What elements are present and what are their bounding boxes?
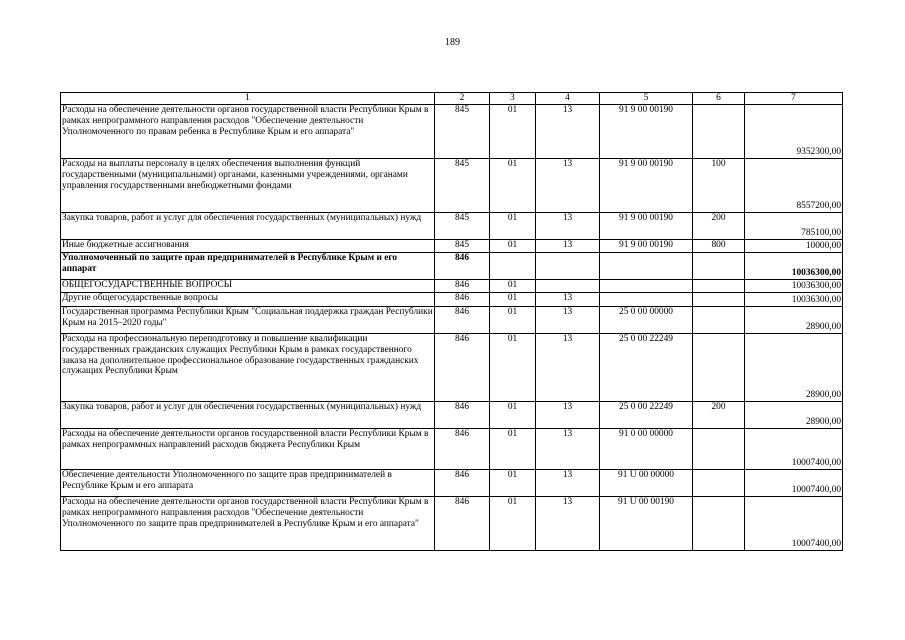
- row-amount: 10007400,00: [745, 429, 843, 470]
- row-amount: 28900,00: [745, 402, 843, 429]
- row-col-6: [693, 253, 745, 280]
- row-col-4: 13: [536, 497, 600, 551]
- row-amount: 28900,00: [745, 307, 843, 334]
- row-col-5: 91 0 00 00000: [600, 429, 693, 470]
- row-amount: 10036300,00: [745, 293, 843, 307]
- table-row: [61, 253, 843, 280]
- table-row: [61, 307, 843, 334]
- row-description: Уполномоченный по защите прав предпринимателей в Республике Крым и его аппарат: [61, 253, 435, 280]
- row-col-3: [490, 253, 536, 280]
- row-col-3: 01: [490, 497, 536, 551]
- row-col-3: 01: [490, 307, 536, 334]
- table-row: [61, 280, 843, 293]
- row-amount: 785100,00: [745, 213, 843, 240]
- row-col-2: 846: [435, 497, 490, 551]
- row-col-2: 846: [435, 293, 490, 307]
- row-col-2: 846: [435, 470, 490, 497]
- budget-table: [60, 92, 843, 551]
- row-col-6: [693, 429, 745, 470]
- table-row: [61, 470, 843, 497]
- row-amount: 8557200,00: [745, 159, 843, 213]
- row-col-4: 13: [536, 159, 600, 213]
- row-col-3: 01: [490, 105, 536, 159]
- row-col-4: 13: [536, 293, 600, 307]
- page-number: 189: [445, 37, 460, 48]
- row-col-6: 800: [693, 240, 745, 253]
- row-col-4: [536, 253, 600, 280]
- row-col-4: [536, 280, 600, 293]
- row-col-5: 91 U 00 00190: [600, 497, 693, 551]
- table-row: [61, 429, 843, 470]
- row-description: ОБЩЕГОСУДАРСТВЕННЫЕ ВОПРОСЫ: [61, 280, 435, 293]
- row-col-5: 91 9 00 00190: [600, 213, 693, 240]
- row-col-2: 845: [435, 240, 490, 253]
- row-col-6: [693, 105, 745, 159]
- row-col-6: [693, 280, 745, 293]
- row-description: Расходы на обеспечение деятельности органов государственной власти Республики Крым в рамках непрограммных направлений расходов бюджета Республики Крым: [61, 429, 435, 470]
- row-description: Закупка товаров, работ и услуг для обеспечения государственных (муниципальных) нужд: [61, 402, 435, 429]
- row-col-4: 13: [536, 105, 600, 159]
- row-description: Расходы на профессиональную переподготовку и повышение квалификации государственных гражданских служащих Республики Крым в рамках государственного заказа на дополнительное профессиональное образование государственных гражданских служащих Республики Крым: [61, 334, 435, 402]
- row-col-3: 01: [490, 293, 536, 307]
- row-col-5: 91 9 00 00190: [600, 105, 693, 159]
- row-col-5: [600, 253, 693, 280]
- header-col-3: 3: [490, 93, 536, 105]
- row-col-6: [693, 307, 745, 334]
- row-col-4: 13: [536, 402, 600, 429]
- table-header-row: [61, 93, 843, 105]
- row-col-3: 01: [490, 429, 536, 470]
- row-col-6: [693, 334, 745, 402]
- row-amount: 10007400,00: [745, 470, 843, 497]
- header-col-6: 6: [693, 93, 745, 105]
- row-description: Другие общегосударственные вопросы: [61, 293, 435, 307]
- row-col-3: 01: [490, 402, 536, 429]
- table-row: [61, 497, 843, 551]
- table-row: [61, 213, 843, 240]
- row-amount: 10000,00: [745, 240, 843, 253]
- row-amount: 10036300,00: [745, 280, 843, 293]
- row-col-2: 845: [435, 159, 490, 213]
- row-col-5: [600, 280, 693, 293]
- row-col-4: 13: [536, 307, 600, 334]
- row-amount: 10036300,00: [745, 253, 843, 280]
- header-col-5: 5: [600, 93, 693, 105]
- header-col-4: 4: [536, 93, 600, 105]
- row-col-2: 846: [435, 429, 490, 470]
- row-col-4: 13: [536, 240, 600, 253]
- row-col-3: 01: [490, 334, 536, 402]
- row-col-6: [693, 470, 745, 497]
- row-col-2: 846: [435, 253, 490, 280]
- row-col-5: 91 9 00 00190: [600, 159, 693, 213]
- row-col-3: 01: [490, 159, 536, 213]
- row-description: Обеспечение деятельности Уполномоченного по защите прав предпринимателей в Республике Крым и его аппарата: [61, 470, 435, 497]
- row-description: Закупка товаров, работ и услуг для обеспечения государственных (муниципальных) нужд: [61, 213, 435, 240]
- header-col-7: 7: [745, 93, 843, 105]
- row-col-3: 01: [490, 240, 536, 253]
- table-row: [61, 105, 843, 159]
- row-amount: 9352300,00: [745, 105, 843, 159]
- row-description: Расходы на выплаты персоналу в целях обеспечения выполнения функций государственными (муниципальными) органами, казенными учреждениями, органами управления государственными внебюджетными фондами: [61, 159, 435, 213]
- row-description: Расходы на обеспечение деятельности органов государственной власти Республики Крым в рамках непрограммного направления расходов "Обеспечение деятельности Уполномоченного по правам ребенка в Республике Крым и его аппарата": [61, 105, 435, 159]
- row-col-6: 100: [693, 159, 745, 213]
- table-row: [61, 159, 843, 213]
- row-col-3: 01: [490, 470, 536, 497]
- row-description: Расходы на обеспечение деятельности органов государственной власти Республики Крым в рамках непрограммного направления расходов "Обеспечение деятельности Уполномоченного по защите прав предпринимателей в Республике Крым и его аппарата": [61, 497, 435, 551]
- row-col-6: [693, 497, 745, 551]
- row-amount: 28900,00: [745, 334, 843, 402]
- row-col-4: 13: [536, 429, 600, 470]
- row-col-6: 200: [693, 213, 745, 240]
- table-row: [61, 402, 843, 429]
- row-col-4: 13: [536, 213, 600, 240]
- row-col-5: 25 0 00 00000: [600, 307, 693, 334]
- row-col-5: 91 9 00 00190: [600, 240, 693, 253]
- row-description: Государственная программа Республики Крым "Социальная поддержка граждан Республики Крым на 2015–2020 годы": [61, 307, 435, 334]
- row-col-3: 01: [490, 213, 536, 240]
- table-row: [61, 334, 843, 402]
- row-col-2: 846: [435, 280, 490, 293]
- table-row: [61, 293, 843, 307]
- row-col-3: 01: [490, 280, 536, 293]
- row-col-4: 13: [536, 334, 600, 402]
- header-col-1: 1: [61, 93, 435, 105]
- row-col-2: 845: [435, 213, 490, 240]
- row-col-4: 13: [536, 470, 600, 497]
- row-col-2: 845: [435, 105, 490, 159]
- row-col-5: [600, 293, 693, 307]
- row-col-5: 25 0 00 22249: [600, 402, 693, 429]
- row-col-6: 200: [693, 402, 745, 429]
- row-col-2: 846: [435, 402, 490, 429]
- row-col-5: 91 U 00 00000: [600, 470, 693, 497]
- row-description: Иные бюджетные ассигнования: [61, 240, 435, 253]
- row-col-6: [693, 293, 745, 307]
- row-col-2: 846: [435, 334, 490, 402]
- row-amount: 10007400,00: [745, 497, 843, 551]
- row-col-5: 25 0 00 22249: [600, 334, 693, 402]
- row-col-2: 846: [435, 307, 490, 334]
- table-row: [61, 240, 843, 253]
- header-col-2: 2: [435, 93, 490, 105]
